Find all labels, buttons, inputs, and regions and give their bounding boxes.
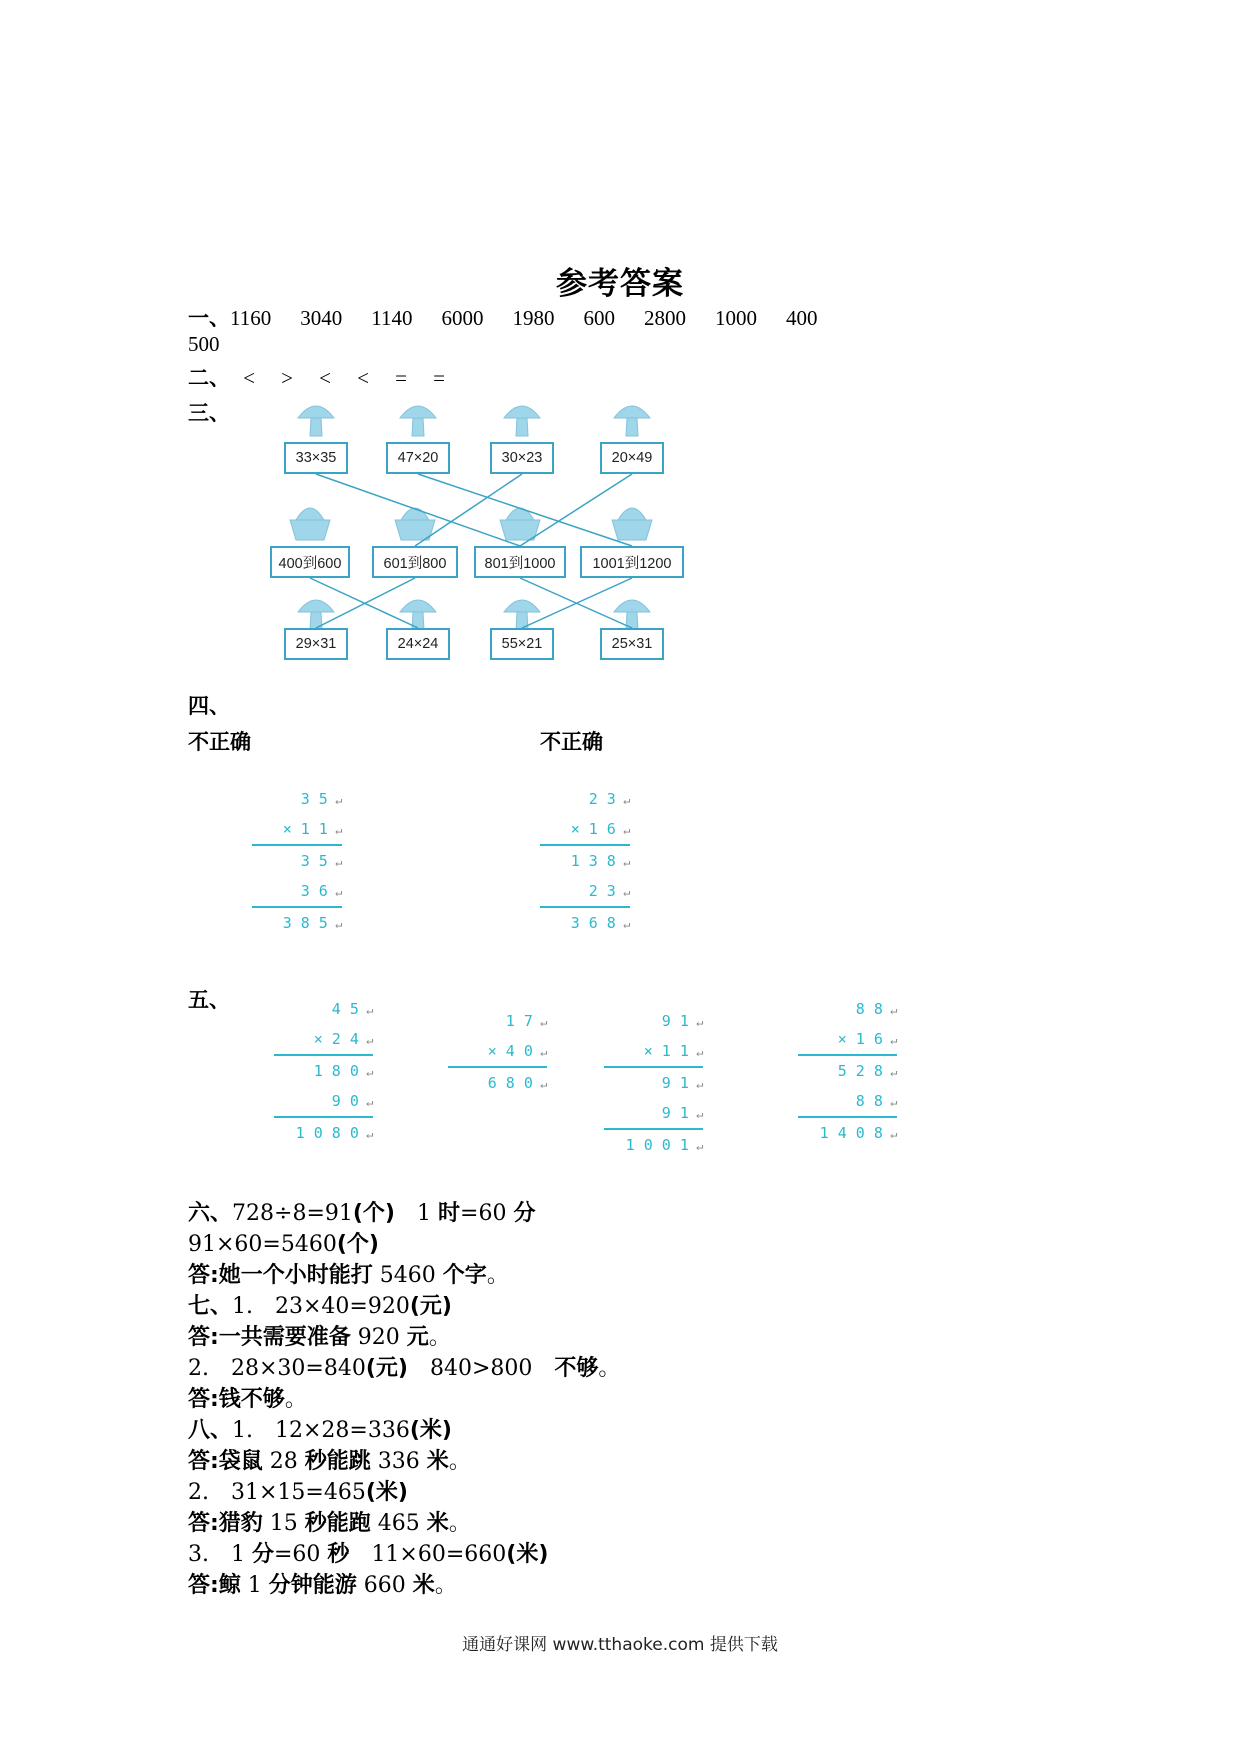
calc-value: × 2 4: [313, 1030, 359, 1048]
return-mark-icon: ↵: [327, 917, 343, 931]
mushroom-icon: [400, 406, 436, 436]
return-mark-icon: ↵: [688, 1015, 704, 1029]
s6-line3: 答:她一个小时能打 5460 个字。: [188, 1263, 509, 1288]
return-mark-icon: ↵: [327, 855, 343, 869]
calc-value: 8 8: [855, 1000, 883, 1018]
return-mark-icon: ↵: [532, 1077, 548, 1091]
calc-left: [252, 784, 342, 938]
section-3-label: 三、: [188, 401, 230, 425]
calc-value: 1 4 0 8: [819, 1124, 883, 1142]
answer-number: 2800: [643, 306, 686, 330]
s6-line2: 91×60=5460(个): [188, 1232, 379, 1257]
calc-value: 2 3: [588, 882, 616, 900]
bottom-expression-box: 24×24: [386, 628, 450, 660]
calc-value: 3 6 8: [570, 914, 616, 932]
calc-row: [274, 1118, 373, 1148]
comparison-symbol: <: [319, 366, 331, 390]
calc-row: [540, 814, 630, 846]
return-mark-icon: ↵: [688, 1139, 704, 1153]
mushroom-icon: [298, 406, 334, 436]
calc-row: [604, 1036, 703, 1068]
return-mark-icon: ↵: [615, 823, 631, 837]
calc-value: × 1 1: [282, 820, 328, 838]
return-mark-icon: ↵: [882, 1033, 898, 1047]
calc-row: [274, 994, 373, 1024]
calc-row: [798, 1118, 897, 1148]
calc-value: × 1 1: [643, 1042, 689, 1060]
return-mark-icon: ↵: [882, 1003, 898, 1017]
answer-number: 1000: [714, 306, 757, 330]
range-box: 801到1000: [474, 546, 566, 578]
calc-row: [448, 1068, 547, 1098]
s7-line1: 七、1. 23×40=920(元): [188, 1294, 452, 1319]
calc-row: [252, 846, 342, 876]
mushroom-icon: [614, 406, 650, 436]
calc-value: 1 7: [505, 1012, 533, 1030]
return-mark-icon: ↵: [615, 793, 631, 807]
calc-value: 9 0: [331, 1092, 359, 1110]
return-mark-icon: ↵: [358, 1033, 374, 1047]
return-mark-icon: ↵: [688, 1107, 704, 1121]
calc-value: 1 0 0 1: [625, 1136, 689, 1154]
answer-number: 400: [785, 306, 818, 330]
calc-row: [274, 1086, 373, 1118]
return-mark-icon: ↵: [688, 1045, 704, 1059]
calc-5-3: [604, 1006, 703, 1160]
basket-icon: [612, 508, 652, 540]
section-1-label: 一、: [188, 306, 230, 330]
mushroom-icon: [504, 406, 540, 436]
section-2: [188, 362, 458, 392]
return-mark-icon: ↵: [615, 885, 631, 899]
calc-row: [540, 876, 630, 908]
calc-row: [798, 994, 897, 1024]
mushroom-icon: [614, 600, 650, 630]
calc-value: 5 2 8: [837, 1062, 883, 1080]
match-line: [520, 474, 632, 546]
calc-5-4: [798, 994, 897, 1148]
calc-row: [274, 1024, 373, 1056]
calc-value: 1 3 8: [570, 852, 616, 870]
verdict-right: 不正确: [540, 730, 603, 754]
calc-row: [540, 784, 630, 814]
top-expression-box: 30×23: [490, 442, 554, 474]
comparison-symbol: <: [243, 366, 255, 390]
calc-5-1: [274, 994, 373, 1148]
section-2-label: 二、: [188, 366, 230, 390]
calc-value: 3 5: [300, 790, 328, 808]
return-mark-icon: ↵: [532, 1045, 548, 1059]
calc-value: 2 3: [588, 790, 616, 808]
section-2-symbols: [230, 366, 458, 391]
calc-value: 6 8 0: [487, 1074, 533, 1092]
calc-row: [604, 1098, 703, 1130]
return-mark-icon: ↵: [358, 1127, 374, 1141]
footer: 通通好课网 www.tthaoke.com 提供下载: [462, 1635, 778, 1655]
basket-icon: [290, 508, 330, 540]
answer-number: 1160: [230, 306, 272, 330]
top-expression-box: 47×20: [386, 442, 450, 474]
bottom-expression-box: 55×21: [490, 628, 554, 660]
answer-number: 3040: [300, 306, 343, 330]
calc-value: 1 0 8 0: [295, 1124, 359, 1142]
return-mark-icon: ↵: [327, 793, 343, 807]
answer-number: 6000: [441, 306, 484, 330]
return-mark-icon: ↵: [882, 1127, 898, 1141]
s8-line2: 答:袋鼠 28 秒能跳 336 米。: [188, 1449, 471, 1474]
page-title: 参考答案: [556, 266, 684, 302]
mushroom-icon: [400, 600, 436, 630]
s7-line2: 答:一共需要准备 920 元。: [188, 1325, 451, 1350]
return-mark-icon: ↵: [532, 1015, 548, 1029]
s8-line1: 八、1. 12×28=336(米): [188, 1418, 452, 1443]
mushroom-icon: [298, 600, 334, 630]
verdict-left: 不正确: [188, 730, 251, 754]
return-mark-icon: ↵: [615, 917, 631, 931]
section-5-label: 五、: [188, 988, 230, 1012]
matching-diagram: [260, 400, 720, 680]
return-mark-icon: ↵: [615, 855, 631, 869]
calc-row: [604, 1006, 703, 1036]
calc-row: [448, 1036, 547, 1068]
calc-row: [274, 1056, 373, 1086]
calc-value: × 1 6: [570, 820, 616, 838]
return-mark-icon: ↵: [358, 1095, 374, 1109]
calc-right: [540, 784, 630, 938]
range-box: 1001到1200: [580, 546, 684, 578]
return-mark-icon: ↵: [688, 1077, 704, 1091]
s8-line3: 2. 31×15=465(米): [188, 1480, 408, 1505]
comparison-symbol: <: [357, 366, 369, 390]
calc-value: 9 1: [661, 1074, 689, 1092]
calc-row: [448, 1006, 547, 1036]
top-expression-box: 33×35: [284, 442, 348, 474]
answer-number: 600: [583, 306, 615, 330]
comparison-symbol: >: [281, 366, 293, 390]
answer-number: 1980: [512, 306, 555, 330]
return-mark-icon: ↵: [358, 1003, 374, 1017]
calc-value: 9 1: [661, 1012, 689, 1030]
return-mark-icon: ↵: [882, 1095, 898, 1109]
s7-line3: 2. 28×30=840(元) 840>800 不够。: [188, 1356, 621, 1381]
s8-line4: 答:猎豹 15 秒能跑 465 米。: [188, 1511, 471, 1536]
return-mark-icon: ↵: [358, 1065, 374, 1079]
calc-row: [252, 814, 342, 846]
calc-value: 3 5: [300, 852, 328, 870]
calc-value: × 1 6: [837, 1030, 883, 1048]
calc-row: [252, 908, 342, 938]
comparison-symbol: =: [433, 366, 445, 390]
s6-line1: 六、728÷8=91(个) 1 时=60 分: [188, 1201, 536, 1226]
calc-value: 8 8: [855, 1092, 883, 1110]
return-mark-icon: ↵: [327, 823, 343, 837]
calc-row: [540, 908, 630, 938]
answer-number: 1140: [371, 306, 413, 330]
basket-icon: [395, 508, 435, 540]
section-1-numbers: [230, 306, 846, 331]
return-mark-icon: ↵: [882, 1065, 898, 1079]
calc-5-2: [448, 1006, 547, 1098]
range-box: 601到800: [372, 546, 458, 578]
range-box: 400到600: [270, 546, 350, 578]
calc-row: [798, 1056, 897, 1086]
comparison-symbol: =: [395, 366, 407, 390]
calc-value: 3 8 5: [282, 914, 328, 932]
section-1-last: 500: [188, 332, 220, 356]
s8-line6: 答:鲸 1 分钟能游 660 米。: [188, 1573, 457, 1598]
s7-line4: 答:钱不够。: [188, 1387, 307, 1412]
calc-value: 1 8 0: [313, 1062, 359, 1080]
top-expression-box: 20×49: [600, 442, 664, 474]
calc-row: [540, 846, 630, 876]
calc-value: 3 6: [300, 882, 328, 900]
calc-value: 9 1: [661, 1104, 689, 1122]
mushroom-icon: [504, 600, 540, 630]
calc-row: [798, 1024, 897, 1056]
calc-value: 4 5: [331, 1000, 359, 1018]
return-mark-icon: ↵: [327, 885, 343, 899]
calc-row: [798, 1086, 897, 1118]
calc-row: [252, 784, 342, 814]
calc-row: [252, 876, 342, 908]
bottom-expression-box: 25×31: [600, 628, 664, 660]
calc-row: [604, 1130, 703, 1160]
calc-row: [604, 1068, 703, 1098]
s8-line5: 3. 1 分=60 秒 11×60=660(米): [188, 1542, 549, 1567]
calc-value: × 4 0: [487, 1042, 533, 1060]
bottom-expression-box: 29×31: [284, 628, 348, 660]
section-4-label: 四、: [188, 694, 230, 718]
section-1: [188, 302, 846, 332]
